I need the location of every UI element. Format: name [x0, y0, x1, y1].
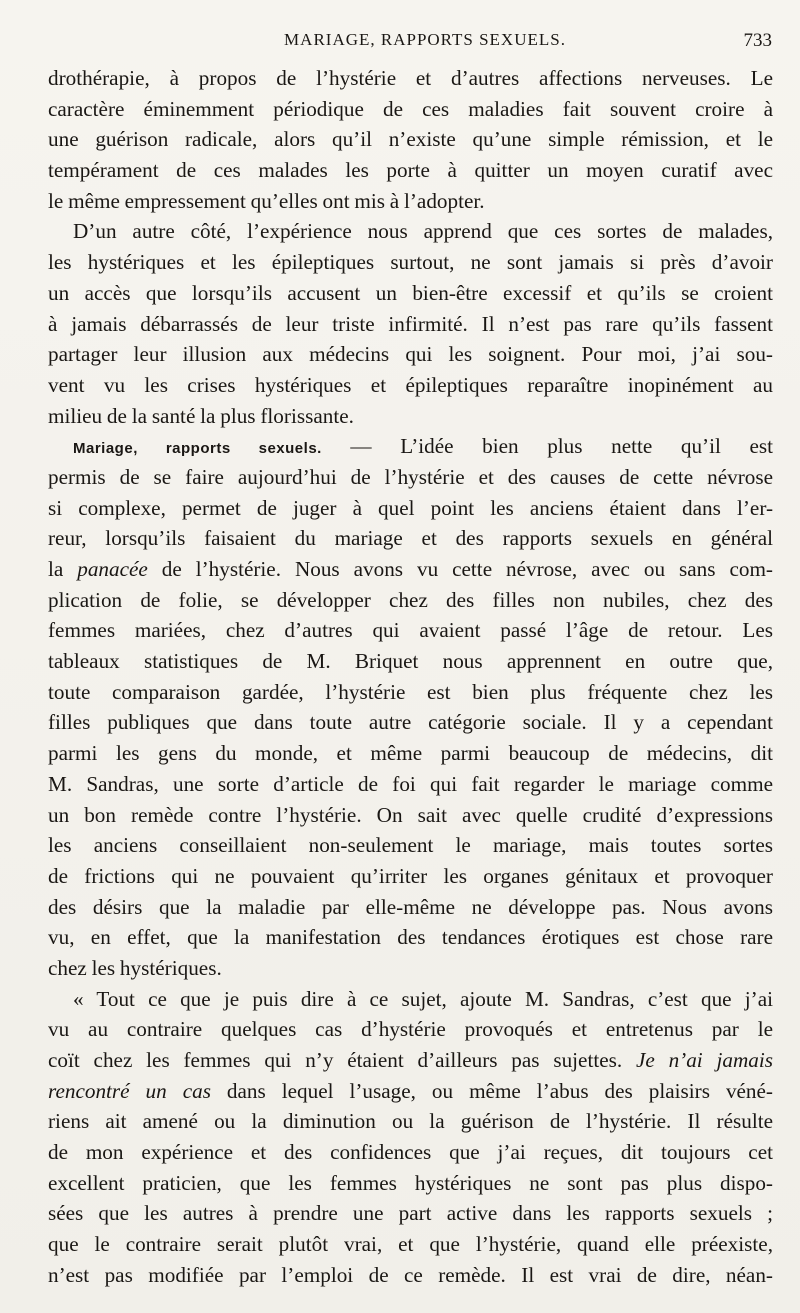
- line-text: de frictions qui ne pouvaient qu’irriter les organes génitaux et provoquer: [48, 863, 773, 888]
- text-line: [48, 615, 773, 646]
- line-text: un bon remède contre l’hystérie. On sait avec quelle crudité d’expressions: [48, 802, 773, 827]
- line-text: le même empressement qu’elles ont mis à l’adopter.: [48, 188, 485, 213]
- line-text: — L’idée bien plus nette qu’il est: [350, 434, 773, 459]
- line-text: chez les hystériques.: [48, 955, 222, 980]
- line-text: tableaux statistiques de M. Briquet nous apprennent en outre que,: [48, 649, 773, 674]
- italic-text: Je n’ai jamais: [635, 1048, 773, 1072]
- line-text: plication de folie, se développer chez des filles non nubiles, chez des: [48, 587, 773, 612]
- text-line: [48, 1014, 773, 1045]
- text-line: [48, 1106, 773, 1137]
- line-text: vent vu les crises hystériques et épileptiques reparaître inopinément au: [48, 372, 773, 397]
- text-line: [48, 892, 773, 923]
- line-text: un accès que lorsqu’ils accusent un bien-être excessif et qu’ils se croient: [48, 280, 773, 305]
- line-text: une guérison radicale, alors qu’il n’existe qu’une simple rémission, et le: [48, 127, 773, 152]
- line-text: les hystériques et les épileptiques surtout, ne sont jamais si près d’avoir: [48, 250, 773, 275]
- line-text: de mon expérience et des confidences que j’ai reçues, dit toujours cet: [48, 1140, 773, 1165]
- text-line: [48, 401, 773, 432]
- text-line: [48, 1168, 773, 1199]
- line-text: si complexe, permet de juger à quel point les anciens étaient dans l’er-: [48, 495, 773, 520]
- page-body-text: [48, 63, 773, 1291]
- line-text: milieu de la santé la plus florissante.: [48, 403, 354, 428]
- line-text: n’est pas modifiée par l’emploi de ce remède. Il est vrai de dire, néan-: [48, 1262, 773, 1287]
- line-text: femmes mariées, chez d’autres qui avaient passé l’âge de retour. Les: [48, 618, 773, 643]
- running-title: MARIAGE, RAPPORTS SEXUELS.: [284, 30, 566, 49]
- line-text: excellent praticien, que les femmes hystériques ne sont pas plus dispo-: [48, 1170, 773, 1195]
- text-line: [48, 738, 773, 769]
- text-line: [48, 830, 773, 861]
- line-text: toute comparaison gardée, l’hystérie est bien plus fréquente chez les: [48, 679, 773, 704]
- line-text: drothérapie, à propos de l’hystérie et d’autres affections nerveuses. Le: [48, 66, 773, 90]
- text-line: [48, 1260, 773, 1291]
- text-line: [48, 922, 773, 953]
- line-text: parmi les gens du monde, et même parmi beaucoup de médecins, dit: [48, 741, 773, 766]
- text-line: [48, 769, 773, 800]
- text-line: [48, 431, 773, 462]
- text-line: [48, 953, 773, 984]
- italic-text: panacée: [77, 557, 148, 581]
- text-line: [48, 370, 773, 401]
- line-text: « Tout ce que je puis dire à ce sujet, ajoute M. Sandras, c’est que j’ai: [73, 986, 773, 1011]
- text-line: [48, 1076, 773, 1107]
- line-text: coït chez les femmes qui n’y étaient d’ailleurs pas sujettes.: [48, 1048, 623, 1072]
- line-text: dans lequel l’usage, ou même l’abus des plaisirs véné-: [226, 1078, 773, 1103]
- line-text: à jamais débarrassés de leur triste infirmité. Il n’est pas rare qu’ils fassent: [48, 311, 773, 336]
- text-line: [48, 984, 773, 1015]
- text-line: [48, 63, 773, 94]
- text-line: [48, 523, 773, 554]
- line-text: sées que les autres à prendre une part active dans les rapports sexuels ;: [48, 1201, 773, 1226]
- line-text: D’un autre côté, l’expérience nous apprend que ces sortes de malades,: [73, 219, 773, 244]
- text-line: [48, 707, 773, 738]
- text-line: [48, 1137, 773, 1168]
- text-line: [48, 554, 773, 585]
- text-line: [48, 124, 773, 155]
- line-text: des désirs que la maladie par elle-même ne développe pas. Nous avons: [48, 894, 773, 919]
- line-text: caractère éminemment périodique de ces maladies fait souvent croire à: [48, 96, 773, 121]
- text-line: [48, 278, 773, 309]
- line-text: reur, lorsqu’ils faisaient du mariage et des rapports sexuels en général: [48, 526, 773, 551]
- line-text: tempérament de ces malades les porte à quitter un moyen curatif avec: [48, 158, 773, 183]
- line-text: de l’hystérie. Nous avons vu cette névrose, avec ou sans com-: [161, 557, 773, 581]
- line-text: permis de se faire aujourd’hui de l’hystérie et des causes de cette névrose: [48, 464, 773, 489]
- text-line: [48, 247, 773, 278]
- text-line: [48, 646, 773, 677]
- text-line: [48, 1198, 773, 1229]
- text-line: [48, 216, 773, 247]
- line-text: vu au contraire quelques cas d’hystérie provoqués et entretenus par le: [48, 1017, 773, 1042]
- page-number: 733: [743, 30, 772, 51]
- text-line: [48, 339, 773, 370]
- text-line: [48, 462, 773, 493]
- text-line: [48, 800, 773, 831]
- text-line: [48, 1229, 773, 1260]
- line-text: M. Sandras, une sorte d’article de foi qui fait regarder le mariage comme: [48, 771, 773, 796]
- text-line: [48, 585, 773, 616]
- text-line: [48, 677, 773, 708]
- text-line: [48, 155, 773, 186]
- line-text: les anciens conseillaient non-seulement le mariage, mais toutes sortes: [48, 833, 773, 858]
- line-text: filles publiques que dans toute autre catégorie sociale. Il y a cependant: [48, 710, 773, 735]
- section-heading: Mariage, rapports sexuels.: [73, 440, 322, 458]
- line-text: vu, en effet, que la manifestation des tendances érotiques est chose rare: [48, 925, 773, 950]
- line-text: riens ait amené ou la diminution ou la guérison de l’hystérie. Il résulte: [48, 1109, 773, 1134]
- text-line: [48, 186, 773, 217]
- text-line: [48, 493, 773, 524]
- text-line: [48, 1045, 773, 1076]
- text-line: [48, 94, 773, 125]
- line-text: partager leur illusion aux médecins qui les soignent. Pour moi, j’ai sou-: [48, 342, 773, 367]
- text-line: [48, 861, 773, 892]
- line-text: la: [48, 557, 64, 581]
- line-text: que le contraire serait plutôt vrai, et que l’hystérie, quand elle préexiste,: [48, 1232, 773, 1257]
- page-header: [48, 30, 772, 60]
- italic-text: rencontré un cas: [48, 1078, 211, 1103]
- text-line: [48, 309, 773, 340]
